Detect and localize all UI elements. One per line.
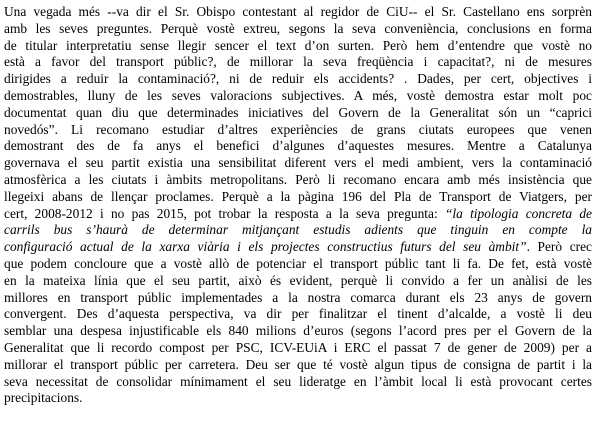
text-segment: convergent. Des d’aquesta perspectiva, va dir per finalitzar el tinent d’alcalde, a vostè li deu (4, 306, 592, 322)
text-segment: atmosfèrica a les ciutats i àmbits metropolitans. Però li recomano encara amb més insistència que (4, 171, 592, 187)
text-segment: semblar una despesa injustificable els 840 milions d’euros (segons l’acord pres per el Govern de la (4, 323, 592, 339)
text-segment: Una vegada més --va dir el Sr. Obispo contestant al regidor de CiU-- el Sr. Castellano ens sorprèn (4, 4, 592, 19)
text-segment: en la mateixa línia que el seu partit, això és evident, perquè li convido a fer un anàlisi de les (4, 272, 592, 288)
text-segment: millores en transport públic implementades a la nostra comarca durant els 23 anys de govern (4, 289, 592, 305)
text-segment: demostrant des de fa anys el benefici d’algunes d’aquestes mesures. Mentre a Catalunya (4, 138, 592, 154)
text-line (4, 256, 592, 273)
text-line (4, 306, 592, 323)
text-segment: novedós”. Li recomano estudiar d’altres experiències de grans ciutats europees que venen (4, 121, 592, 137)
text-line (4, 189, 592, 206)
text-segment: dirigides a reduir la contaminació?, ni de reduir els accidents? . Dades, per cert, objectives i (4, 71, 592, 87)
text-segment: de titular interpretatiu sense llegir sencer el text d’on surten. Però hem d’entendre que vostè no (4, 37, 592, 53)
text-line (4, 105, 592, 122)
text-segment: demostrables, lluny de les seves valoracions subjectives. A més, vostè demostra estar molt poc (4, 87, 592, 103)
text-line (4, 323, 592, 340)
text-line (4, 273, 592, 290)
text-segment: millorar el transport públic per carretera. Deu ser que té vostè algun tipus de consigna de partit i la (4, 356, 592, 372)
text-line (4, 21, 592, 38)
text-line (4, 374, 592, 391)
text-line (4, 340, 592, 357)
quoted-text: carrils bus s’haurà de determinar mitjançant estudis adients que tinguin en compte la (4, 222, 592, 238)
text-line (4, 172, 592, 189)
text-segment: està a favor del transport públic?, de millorar la seva freqüència i capacitat?, ni de mesures (4, 54, 592, 70)
text-line (4, 222, 592, 239)
text-line (4, 54, 592, 71)
text-line (4, 239, 592, 256)
text-segment: governava el seu partit existia una sensibilitat diferent vers el medi ambient, vers la contaminació (4, 155, 592, 171)
text-segment: cert, 2008-2012 i no pas 2015, pot trobar la resposta a la seva pregunta: (4, 205, 445, 221)
text-line (4, 38, 592, 55)
text-line (4, 138, 592, 155)
text-segment: que podem concloure que a vostè allò de potenciar el transport públic tant li fa. De fet, està vostè (4, 255, 592, 271)
text-line (4, 4, 592, 21)
text-segment: seva necessitat de consolidar mínimament el seu lideratge en l’àmbit local li està provocant certes (4, 373, 592, 389)
quoted-text: “la tipologia concreta de (444, 205, 592, 221)
text-line (4, 390, 592, 407)
text-line (4, 88, 592, 105)
text-segment: precipitacions. (4, 390, 83, 406)
text-segment: documentat quan diu que determinades iniciatives del Govern de la Generalitat són un “caprici (4, 104, 592, 120)
text-segment: Generalitat que li recordo compost per PSC, ICV-EUiA i ERC el passat 7 de gener de 2009) per a (4, 339, 592, 355)
text-segment: llegeixi abans de llençar proclames. Perquè a la pàgina 196 del Pla de Transport de Viatgers, per (4, 188, 592, 204)
text-line (4, 71, 592, 88)
text-segment: amb les seves preguntes. Perquè vostè extreu, segons la seva conveniència, conclusions en forma (4, 20, 592, 36)
text-line (4, 206, 592, 223)
text-line (4, 290, 592, 307)
text-line (4, 122, 592, 139)
text-segment: . Però crec (526, 239, 592, 255)
text-line (4, 155, 592, 172)
text-line (4, 357, 592, 374)
quoted-text: configuració actual de la xarxa viària i els projectes constructius futurs del seu àmbit” (4, 239, 527, 255)
document-body (4, 4, 592, 407)
